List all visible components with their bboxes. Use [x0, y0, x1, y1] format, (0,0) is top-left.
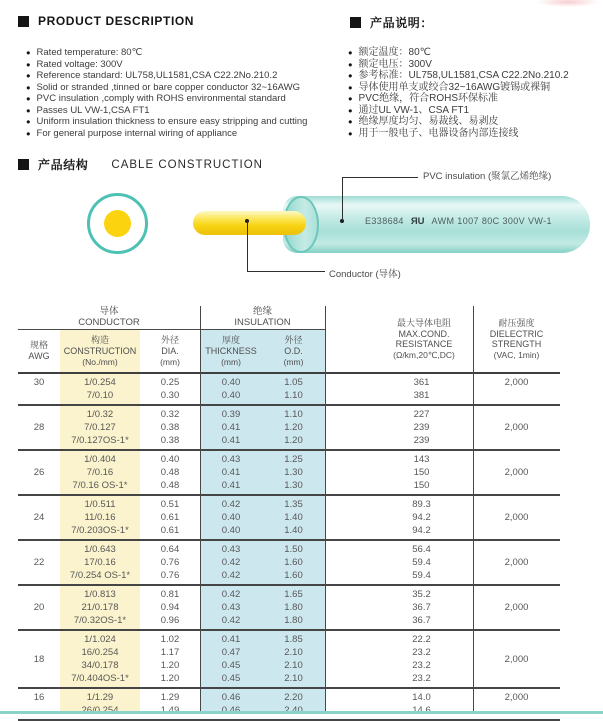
value-line: 0.42: [221, 589, 241, 600]
value-line: 0.40: [221, 377, 241, 388]
cell-awg: 30: [33, 377, 45, 388]
header-unit: (Ω/km,20℃,DC): [393, 349, 455, 360]
value-line: 7/0.32OS-1*: [73, 615, 127, 626]
logo-remnant: [536, 0, 600, 7]
value-line: 36.7: [412, 615, 431, 626]
value-line: 2.10: [284, 647, 303, 658]
bullet-icon: ●: [26, 59, 31, 69]
value-line: 1.30: [284, 480, 303, 491]
cell-resistance: [325, 498, 473, 537]
table-row: [18, 374, 560, 406]
cell-thickness: [200, 498, 262, 537]
value-line: 0.42: [221, 499, 241, 510]
cell-construction: [60, 498, 140, 537]
cell-thickness: [200, 543, 262, 582]
cell-od: [262, 408, 325, 447]
bullet-icon: ●: [348, 82, 353, 92]
bullet-icon: ●: [26, 48, 31, 57]
header-construction: [60, 330, 140, 372]
value-line: 1/0.32: [86, 409, 114, 420]
bullet-icon: ●: [26, 82, 31, 92]
cell-dia: [140, 633, 200, 685]
value-line: 7/0.127: [84, 422, 116, 433]
header-zh: 构造: [90, 334, 109, 345]
cell-dia: [140, 453, 200, 492]
header-en: RESISTANCE: [395, 339, 453, 349]
value-line: 381: [413, 390, 430, 401]
value-line: 2.10: [284, 660, 303, 671]
value-line: 0.42: [221, 615, 241, 626]
value-line: 1.10: [284, 409, 303, 420]
value-line: 0.43: [221, 544, 241, 555]
value-line: 0.25: [160, 377, 180, 388]
cable-print-legend: [365, 216, 552, 227]
value-line: 2.20: [284, 692, 303, 703]
list-item: [348, 105, 569, 117]
cell-dielectric: 2,000: [504, 467, 529, 478]
value-line: 7/0.254 OS-1*: [69, 570, 131, 581]
value-line: 1/1.024: [84, 634, 116, 645]
list-item: [26, 116, 307, 128]
value-line: 1.25: [284, 454, 303, 465]
value-line: 227: [413, 409, 430, 420]
cell-construction: [60, 453, 140, 492]
value-line: 1.40: [284, 525, 303, 536]
table-divider: [325, 306, 326, 714]
value-line: 7/0.16 OS-1*: [72, 480, 128, 491]
cell-od: [262, 453, 325, 492]
header-dielectric: [473, 306, 560, 372]
table-row: [18, 406, 560, 451]
list-item: [26, 93, 307, 105]
value-line: 0.96: [160, 615, 180, 626]
value-line: 21/0.178: [81, 602, 119, 613]
value-line: 0.42: [221, 557, 241, 568]
product-notes-title: [350, 14, 433, 31]
construction-title-en: CABLE CONSTRUCTION: [111, 158, 263, 171]
header-unit: (mm): [283, 356, 304, 367]
value-line: 1.20: [284, 435, 303, 446]
cable-cross-section: [87, 193, 148, 254]
value-line: 1/0.404: [84, 454, 116, 465]
value-line: 1.20: [160, 673, 180, 684]
value-line: 0.48: [160, 467, 180, 478]
description-item: Rated temperature: 80℃: [36, 47, 143, 58]
bullet-icon: ●: [348, 71, 353, 80]
value-line: 0.41: [221, 435, 241, 446]
value-line: 150: [413, 480, 430, 491]
product-description-list: [26, 47, 307, 139]
section-square-icon: [18, 16, 29, 27]
cell-construction: [60, 543, 140, 582]
notes-item: 绝缘厚度均匀、易裁线、易剥皮: [358, 116, 499, 127]
list-item: [348, 128, 569, 140]
value-line: 361: [413, 377, 430, 388]
cable-construction-title: [18, 156, 263, 173]
value-line: 1.85: [284, 634, 303, 645]
list-item: [348, 70, 569, 82]
list-item: [26, 47, 307, 59]
value-line: 0.39: [221, 409, 241, 420]
cell-dia: [140, 588, 200, 627]
value-line: 1.40: [284, 512, 303, 523]
cell-resistance: [325, 633, 473, 685]
value-line: 94.2: [412, 525, 431, 536]
notes-item: 通过UL VW-1、CSA FT1: [358, 104, 470, 116]
conductor-core-circle: [104, 210, 131, 237]
value-line: 0.43: [221, 454, 241, 465]
group-en: INSULATION: [234, 317, 291, 328]
cell-dielectric: 2,000: [504, 377, 529, 388]
list-item: [26, 59, 307, 71]
list-item: [26, 105, 307, 117]
value-line: 0.94: [160, 602, 180, 613]
header-unit: (No./mm): [82, 356, 118, 367]
pvc-callout-line-vertical: [342, 177, 343, 221]
cell-thickness: [200, 376, 262, 402]
cell-awg: 20: [33, 602, 45, 613]
value-line: 16/0.254: [81, 647, 119, 658]
value-line: 1.30: [284, 467, 303, 478]
bullet-icon: ●: [348, 48, 353, 57]
spec-table: [18, 306, 560, 714]
construction-title-zh: 产品结构: [38, 158, 89, 172]
cell-awg: 24: [33, 512, 45, 523]
value-line: 17/0.16: [84, 557, 116, 568]
value-line: 0.41: [221, 422, 241, 433]
bullet-icon: ●: [26, 105, 31, 115]
value-line: 1.60: [284, 557, 303, 568]
group-en: CONDUCTOR: [78, 317, 140, 328]
value-line: 0.45: [221, 660, 241, 671]
description-item: Uniform insulation thickness to ensure easy stripping and cutting: [36, 116, 308, 127]
notes-item: PVC绝缘，符合ROHS环保标准: [358, 93, 498, 104]
conductor-callout-line-horizontal: [247, 271, 325, 272]
cell-thickness: [200, 588, 262, 627]
cell-construction: [60, 408, 140, 447]
cell-dia: [140, 543, 200, 582]
value-line: 7/0.10: [86, 390, 114, 401]
cell-dielectric: 2,000: [504, 557, 529, 568]
value-line: 1.80: [284, 602, 303, 613]
cell-awg: 16: [33, 692, 45, 703]
header-dia: [140, 330, 200, 372]
value-line: 0.43: [221, 602, 241, 613]
value-line: 11/0.16: [84, 512, 116, 523]
conductor-label: Conductor (导体): [329, 269, 401, 280]
value-line: 7/0.127OS-1*: [71, 435, 129, 446]
cell-construction: [60, 633, 140, 685]
value-line: 0.47: [221, 647, 241, 658]
value-line: 22.2: [412, 634, 431, 645]
list-item: [26, 82, 307, 94]
value-line: 0.61: [160, 525, 180, 536]
cell-dielectric: 2,000: [504, 653, 529, 665]
list-item: [26, 128, 307, 140]
ul-file-number: E338684: [365, 216, 404, 226]
notes-item: 额定温度：80℃: [358, 47, 431, 58]
bullet-icon: ●: [348, 94, 353, 103]
value-line: 0.38: [160, 435, 180, 446]
value-line: 7/0.16: [86, 467, 114, 478]
list-item: [348, 47, 569, 59]
value-line: 23.2: [412, 647, 431, 658]
value-line: 1/1.29: [86, 692, 114, 703]
value-line: 1.29: [160, 692, 180, 703]
value-line: 1.02: [160, 634, 180, 645]
value-line: 0.46: [221, 692, 241, 703]
value-line: 0.64: [160, 544, 180, 555]
value-line: 1.80: [284, 615, 303, 626]
cell-resistance: [325, 588, 473, 627]
cell-construction: [60, 376, 140, 402]
section-title-text: 产品说明：: [370, 16, 434, 30]
spec-table-body: [18, 374, 560, 721]
bullet-icon: ●: [348, 105, 353, 115]
pvc-insulation-label: PVC insulation (聚氯乙烯绝缘): [423, 171, 552, 182]
bullet-icon: ●: [26, 94, 31, 103]
notes-item: 用于一般电子、电器设备内部连接线: [358, 127, 519, 139]
table-row: [18, 541, 560, 586]
value-line: 36.7: [412, 602, 431, 613]
table-row: [18, 631, 560, 689]
header-zh: 规格: [29, 340, 48, 350]
header-en: O.D.: [284, 345, 303, 356]
cell-od: [262, 543, 325, 582]
table-row: [18, 586, 560, 631]
cell-od: [262, 376, 325, 402]
description-item: Rated voltage: 300V: [36, 58, 123, 70]
cell-awg: 22: [33, 557, 45, 568]
value-line: 0.40: [221, 390, 241, 401]
conductor-rod: [193, 211, 306, 235]
cell-awg: 28: [33, 422, 45, 433]
cable-rating-text: AWM 1007 80C 300V VW-1: [431, 216, 552, 226]
value-line: 34/0.178: [81, 660, 119, 671]
section-square-icon: [18, 159, 29, 170]
cell-thickness: [200, 633, 262, 685]
cell-construction: [60, 588, 140, 627]
cell-resistance: [325, 408, 473, 447]
value-line: 94.2: [412, 512, 431, 523]
value-line: 150: [413, 467, 430, 478]
conductor-callout-line-vertical: [247, 221, 248, 271]
value-line: 0.41: [221, 634, 241, 645]
value-line: 0.45: [221, 673, 241, 684]
product-notes-list: [348, 47, 569, 139]
section-title-text: PRODUCT DESCRIPTION: [38, 14, 195, 28]
table-row: [18, 689, 560, 721]
pvc-callout-line-horizontal: [342, 177, 418, 178]
product-description-title: [18, 14, 194, 28]
header-unit: (VAC, 1min): [493, 349, 540, 360]
header-thickness: [200, 330, 262, 372]
value-line: 0.76: [160, 570, 180, 581]
value-line: 0.32: [160, 409, 180, 420]
header-en: AWG: [28, 351, 50, 361]
header-zh: 耐压强度: [498, 318, 535, 328]
value-line: 59.4: [412, 570, 431, 581]
value-line: 0.81: [160, 589, 180, 600]
table-divider: [473, 306, 474, 714]
header-en: STRENGTH: [491, 339, 542, 349]
header-unit: (mm): [221, 356, 241, 367]
cell-dielectric: 2,000: [504, 422, 529, 433]
value-line: 0.40: [221, 525, 241, 536]
value-line: 1.20: [160, 660, 180, 671]
value-line: 1.50: [284, 544, 303, 555]
value-line: 0.76: [160, 557, 180, 568]
value-line: 0.40: [221, 512, 241, 523]
cell-od: [262, 633, 325, 685]
value-line: 89.3: [412, 499, 431, 510]
header-en: MAX.COND.: [398, 328, 450, 339]
value-line: 56.4: [412, 544, 431, 555]
table-row: [18, 451, 560, 496]
value-line: 59.4: [412, 557, 431, 568]
value-line: 1.05: [284, 377, 303, 388]
cell-dielectric: 2,000: [504, 512, 529, 523]
value-line: 0.51: [160, 499, 180, 510]
notes-item: 参考标准：UL758,UL1581,CSA C22.2No.210.2: [358, 70, 569, 81]
cell-dielectric: 2,000: [504, 602, 529, 613]
value-line: 1.17: [160, 647, 180, 658]
value-line: 35.2: [412, 589, 431, 600]
value-line: 0.42: [221, 570, 241, 581]
cell-awg: 26: [33, 467, 45, 478]
group-zh: 绝缘: [252, 306, 272, 317]
cell-thickness: [200, 408, 262, 447]
value-line: 0.41: [221, 480, 241, 491]
header-awg: [18, 330, 60, 372]
list-item: [348, 116, 569, 128]
value-line: 14.0: [412, 692, 431, 703]
value-line: 143: [413, 454, 430, 465]
section-square-icon: [350, 17, 361, 28]
value-line: 1/0.643: [84, 544, 116, 555]
value-line: 1.60: [284, 570, 303, 581]
cell-resistance: [325, 543, 473, 582]
description-item: For general purpose internal wiring of appliance: [36, 127, 238, 139]
header-od: [262, 330, 325, 372]
value-line: 239: [413, 435, 430, 446]
cell-resistance: [325, 453, 473, 492]
cell-dia: [140, 498, 200, 537]
header-en: THICKNESS: [205, 345, 257, 356]
cell-dia: [140, 376, 200, 402]
list-item: [26, 70, 307, 82]
value-line: 239: [413, 422, 430, 433]
value-line: 1.65: [284, 589, 303, 600]
description-item: PVC insulation ,comply with ROHS environmental standard: [36, 93, 286, 104]
list-item: [348, 59, 569, 71]
bullet-icon: ●: [348, 128, 353, 138]
header-zh: 外径: [284, 334, 303, 345]
value-line: 0.41: [221, 467, 241, 478]
bullet-icon: ●: [26, 128, 31, 138]
value-line: 1/0.813: [84, 589, 116, 600]
header-en: DIA.: [161, 345, 179, 356]
cell-resistance: [325, 376, 473, 402]
header-resistance: [325, 306, 473, 372]
value-line: 7/0.203OS-1*: [71, 525, 129, 536]
bullet-icon: ●: [348, 117, 353, 126]
header-en: DIELECTRIC: [489, 328, 544, 339]
table-row: [18, 496, 560, 541]
value-line: 1.20: [284, 422, 303, 433]
list-item: [348, 93, 569, 105]
conductor-group-header: [18, 306, 200, 330]
cell-dielectric: 2,000: [504, 692, 529, 703]
description-item: Passes UL VW-1,CSA FT1: [36, 104, 150, 116]
header-unit: (mm): [160, 356, 180, 367]
description-item: Solid or stranded ,tinned or bare copper conductor 32~16AWG: [36, 81, 300, 93]
cell-od: [262, 498, 325, 537]
header-zh: 最大导体电阻: [396, 318, 451, 328]
ul-recognized-icon: ЯU: [410, 216, 425, 227]
value-line: 0.30: [160, 390, 180, 401]
bullet-icon: ●: [348, 59, 353, 69]
cell-od: [262, 588, 325, 627]
value-line: 1/0.511: [84, 499, 116, 510]
table-header: [18, 306, 560, 374]
value-line: 0.48: [160, 480, 180, 491]
bullet-icon: ●: [26, 117, 31, 126]
value-line: 0.38: [160, 422, 180, 433]
header-zh: 厚度: [221, 334, 240, 345]
value-line: 1.10: [284, 390, 303, 401]
cell-thickness: [200, 453, 262, 492]
group-zh: 导体: [99, 306, 119, 317]
value-line: 0.61: [160, 512, 180, 523]
description-item: Reference standard: UL758,UL1581,CSA C22.2No.210.2: [36, 70, 278, 81]
cell-awg: 18: [33, 653, 45, 665]
insulation-group-header: [200, 306, 325, 330]
table-divider: [200, 306, 201, 714]
cell-dia: [140, 408, 200, 447]
value-line: 0.40: [160, 454, 180, 465]
bullet-icon: ●: [26, 71, 31, 80]
notes-item: 导体使用单支或绞合32~16AWG镀锡或裸铜: [358, 81, 551, 93]
value-line: 1.35: [284, 499, 303, 510]
value-line: 2.10: [284, 673, 303, 684]
notes-item: 额定电压：300V: [358, 58, 432, 70]
value-line: 7/0.404OS-1*: [71, 673, 129, 684]
value-line: 23.2: [412, 673, 431, 684]
value-line: 23.2: [412, 660, 431, 671]
value-line: 1/0.254: [84, 377, 116, 388]
header-zh: 外径: [160, 334, 179, 345]
list-item: [348, 82, 569, 94]
header-en: CONSTRUCTION: [63, 345, 137, 356]
